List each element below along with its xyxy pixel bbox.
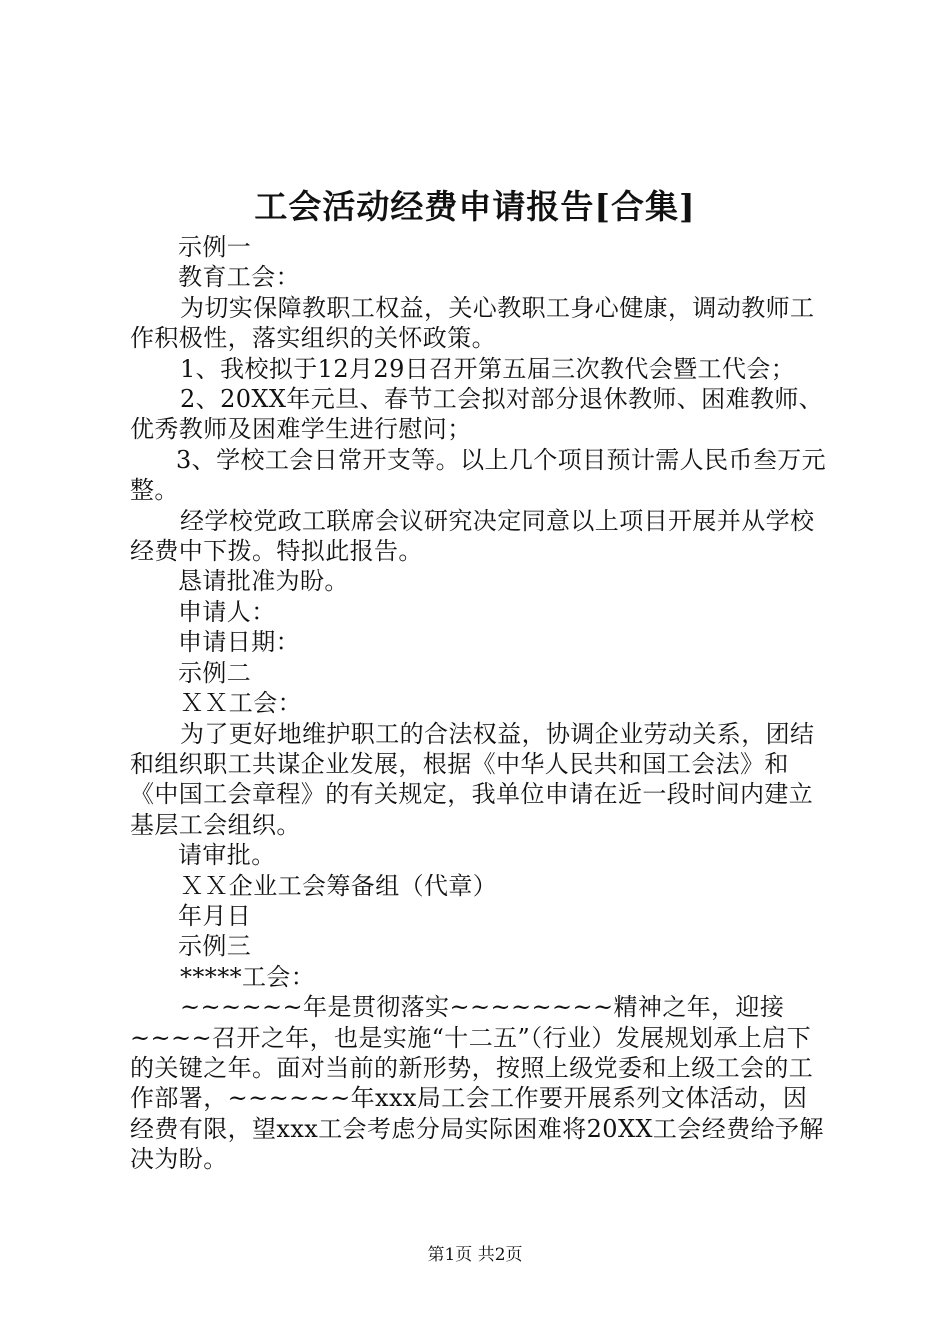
application-date-label: 申请日期： — [178, 628, 300, 657]
page-number-footer: 第1页 共2页 — [427, 1245, 523, 1265]
salutation: ＸＸ工会： — [180, 689, 302, 718]
salutation: 教育工会： — [178, 263, 300, 292]
body-paragraph: ~~~~~~年是贯彻落实~~~~~~~~精神之年，迎接~~~~召开之年，也是实施“十二五”（行业）发展规划承上启下的关键之年。面对当前的新形势，按照上级党委和上级工会的工作部署，~~~~~~年xxx局工会工作要开展系列文体活动，因经费有限，望xxx工会考虑分局实际困难将20XX工会经费给予解决为盼。 — [130, 993, 824, 1174]
section-heading-example-3: 示例三 — [178, 932, 252, 961]
document-title: 工会活动经费申请报告[合集] — [254, 187, 696, 226]
signature-line: ＸＸ企业工会筹备组（代章） — [180, 871, 498, 900]
section-heading-example-1: 示例一 — [178, 233, 252, 261]
closing-line: 请审批。 — [178, 841, 276, 870]
body-paragraph: 为切实保障教职工权益，关心教职工身心健康，调动教师工作积极性，落实组织的关怀政策。 — [130, 293, 815, 353]
salutation: *****工会： — [180, 962, 316, 991]
list-item: 2、20XX年元旦、春节工会拟对部分退休教师、困难教师、优秀教师及困难学生进行慰问； — [130, 385, 824, 444]
body-paragraph: 为了更好地维护职工的合法权益，协调企业劳动关系，团结和组织职工共谋企业发展，根据《中华人民共和国工会法》和《中国工会章程》的有关规定，我单位申请在近一段时间内建立基层工会组织。 — [130, 719, 815, 839]
date-line: 年月日 — [178, 901, 252, 930]
list-item: 3、学校工会日常开支等。以上几个项目预计需人民币叁万元整。 — [130, 445, 827, 505]
section-heading-example-2: 示例二 — [178, 658, 252, 687]
body-paragraph: 经学校党政工联席会议研究决定同意以上项目开展并从学校经费中下拨。特拟此报告。 — [130, 506, 815, 566]
applicant-label: 申请人： — [178, 597, 276, 626]
closing-line: 恳请批准为盼。 — [178, 567, 349, 596]
document-body — [130, 232, 830, 1175]
list-item: 1、我校拟于12月29日召开第五届三次教代会暨工代会； — [180, 354, 796, 383]
